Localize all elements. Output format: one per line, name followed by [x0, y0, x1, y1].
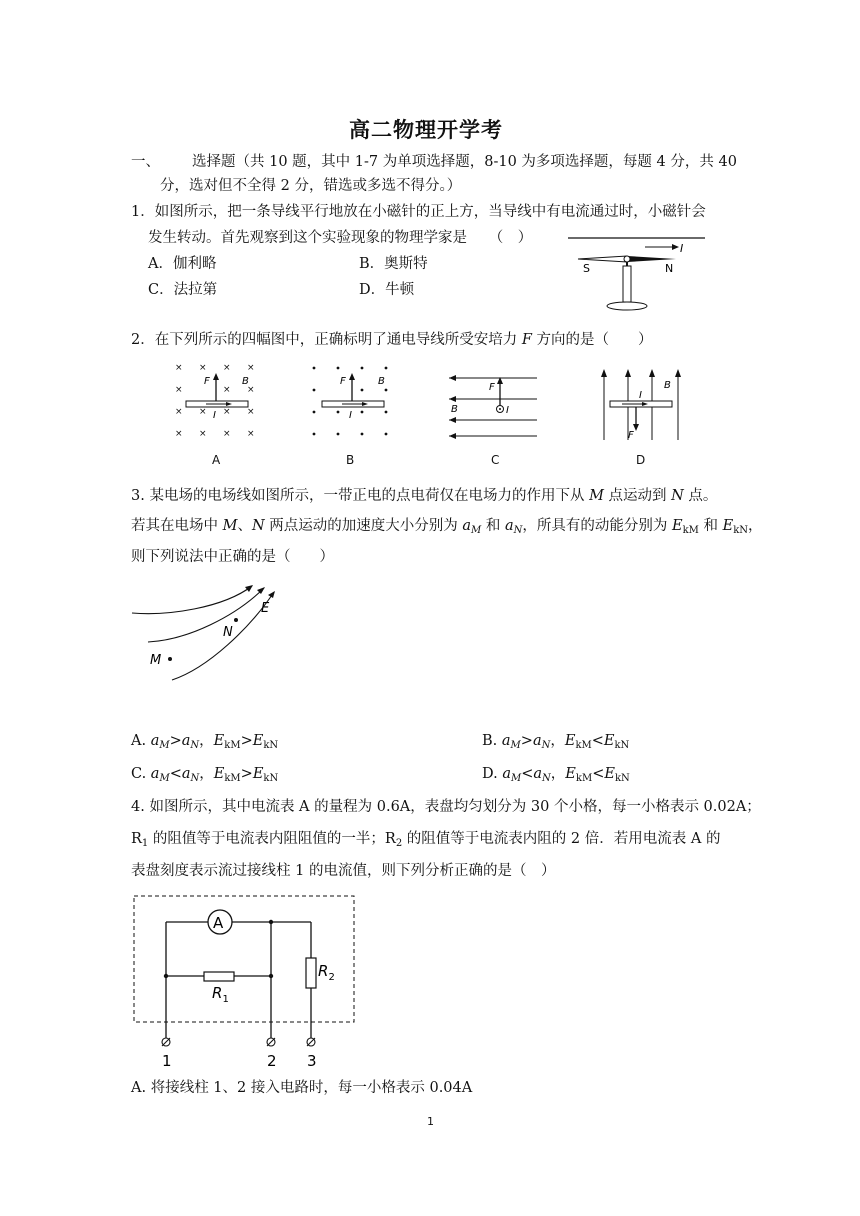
- svg-text:×: ×: [199, 407, 207, 417]
- q4-ammeter-label: A: [213, 914, 224, 932]
- q2a-current-label: I: [213, 410, 216, 421]
- q1-stem-line2: 发生转动。首先观察到这个实验现象的物理学家是 （ ）: [148, 230, 533, 246]
- svg-text:×: ×: [175, 407, 183, 417]
- q2c-current-label: I: [506, 405, 509, 416]
- q3-stem-line3: 则下列说法中正确的是（ ）: [131, 549, 334, 565]
- q2c-field-label: B: [451, 404, 458, 415]
- q4-terminal-1: 1: [162, 1052, 172, 1070]
- q2c-force-label: F: [489, 382, 495, 393]
- q2-label-c: C: [491, 453, 500, 467]
- q4-circuit-figure: [128, 892, 360, 1072]
- q2b-force-label: F: [340, 376, 346, 387]
- q2b-current-label: I: [349, 410, 352, 421]
- q4-terminal-2: 2: [267, 1052, 277, 1070]
- q2d-field-label: B: [664, 380, 671, 391]
- q1-option-c: C．法拉第: [148, 282, 218, 298]
- section-number: 一、: [131, 154, 160, 170]
- svg-text:×: ×: [223, 363, 231, 373]
- q1-north-label: N: [665, 262, 674, 275]
- q4-r2-label: $R_2$: [318, 962, 335, 983]
- q2d-force-label: F: [628, 430, 634, 441]
- q3-option-a: A. $a_M>a_N$，$E_{kM}>E_{kN}$: [131, 733, 279, 751]
- svg-text:×: ×: [223, 407, 231, 417]
- q1-option-d: D．牛顿: [359, 282, 415, 298]
- section-instructions-line1: 选择题（共 10 题，其中 1-7 为单项选择题，8-10 为多项选择题，每题 4 分，共 40: [192, 154, 737, 170]
- svg-text:×: ×: [223, 429, 231, 439]
- q4-stem-line3: 表盘刻度表示流过接线柱 1 的电流值，则下列分析正确的是（ ）: [131, 863, 556, 879]
- q1-option-a: A．伽利略: [148, 256, 217, 272]
- q1-stem-line1: 1．如图所示，把一条导线平行地放在小磁针的正上方，当导线中有电流通过时，小磁针会: [131, 204, 706, 220]
- q1-option-b: B．奥斯特: [359, 256, 428, 272]
- q2d-current-label: I: [639, 390, 642, 401]
- q3-stem-line1: 3. 某电场的电场线如图所示，一带正电的点电荷仅在电场力的作用下从 M 点运动到 N 点。: [131, 488, 718, 504]
- q2a-field-label: B: [242, 376, 249, 387]
- q3-field-label: E: [261, 601, 270, 616]
- q4-r1-label: $R_1$: [212, 984, 229, 1005]
- svg-text:×: ×: [247, 407, 255, 417]
- q3-stem-line2: 若其在电场中 M、N 两点运动的加速度大小分别为 $a_M$ 和 $a_N$，所具有的动能分别为 $E_{kM}$ 和 $E_{kN}$，: [131, 518, 763, 536]
- q3-field-lines-figure: [128, 578, 288, 688]
- q1-current-label: I: [680, 242, 684, 255]
- page-number: 1: [427, 1115, 434, 1128]
- section-instructions-line2: 分，选对但不全得 2 分，错选或多选不得分。）: [160, 178, 462, 194]
- q3-point-n-label: N: [223, 625, 233, 640]
- svg-text:×: ×: [175, 429, 183, 439]
- q1-south-label: S: [583, 262, 590, 275]
- q3-point-m-label: M: [150, 653, 162, 668]
- svg-text:×: ×: [199, 429, 207, 439]
- q2-label-b: B: [346, 453, 355, 467]
- svg-text:×: ×: [247, 429, 255, 439]
- q2-stem: 2．在下列所示的四幅图中，正确标明了通电导线所受安培力 F 方向的是（ ）: [131, 332, 653, 348]
- q4-option-a: A. 将接线柱 1、2 接入电路时，每一小格表示 0.04A: [131, 1080, 473, 1096]
- q3-option-d: D. $a_M<a_N$，$E_{kM}<E_{kN}$: [482, 766, 630, 784]
- q2b-field-label: B: [378, 376, 385, 387]
- svg-text:×: ×: [175, 363, 183, 373]
- q4-terminal-3: 3: [307, 1052, 317, 1070]
- q1-compass-figure: [560, 228, 720, 318]
- svg-text:×: ×: [247, 363, 255, 373]
- svg-text:×: ×: [247, 385, 255, 395]
- q2-label-d: D: [636, 453, 646, 467]
- q3-option-b: B. $a_M>a_N$，$E_{kM}<E_{kN}$: [482, 733, 630, 751]
- svg-text:×: ×: [223, 385, 231, 395]
- q2-figure-c: [443, 368, 543, 444]
- q4-stem-line2: $R_1$ 的阻值等于电流表内阻阻值的一半；$R_2$ 的阻值等于电流表内阻的 2 倍．若用电流表 A 的: [131, 831, 721, 849]
- svg-text:×: ×: [175, 385, 183, 395]
- svg-text:×: ×: [199, 363, 207, 373]
- page-title: 高二物理开学考: [349, 117, 503, 142]
- q2-figure-a: [170, 362, 262, 442]
- q2-figure-d: [592, 364, 692, 444]
- q4-stem-line1: 4. 如图所示，其中电流表 A 的量程为 0.6A，表盘均匀划分为 30 个小格，每一小格表示 0.02A；: [131, 799, 761, 815]
- q2-figure-b: [306, 362, 398, 442]
- q2a-force-label: F: [204, 376, 210, 387]
- q2-label-a: A: [212, 453, 221, 467]
- q3-option-c: C. $a_M<a_N$，$E_{kM}>E_{kN}$: [131, 766, 279, 784]
